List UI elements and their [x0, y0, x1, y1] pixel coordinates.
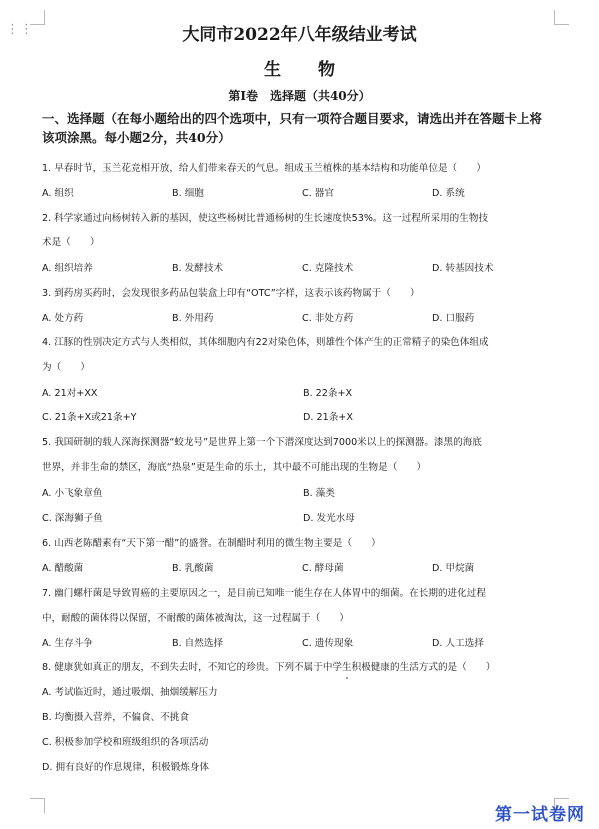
question-stem: 8. 健康犹如真正的朋友，不到失去时，不知它的珍贵。下列不属于中学生积极健康的生活方式的是（ ） [42, 662, 496, 673]
option-c[interactable]: C. 酵母菌 [302, 563, 344, 574]
part-title: 第Ⅰ卷 选择题（共40分） [228, 89, 371, 103]
question-4-options-row2 [42, 411, 564, 424]
option-b[interactable]: B. 均衡摄入营养，不偏食、不挑食 [42, 712, 189, 723]
drag-handle-icon[interactable]: ⋮⋮ [6, 22, 34, 37]
question-8-option-d [42, 761, 564, 774]
option-c[interactable]: C. 克隆技术 [302, 263, 354, 274]
option-c[interactable]: C. 非处方药 [302, 313, 354, 324]
option-a[interactable]: A. 组织 [42, 188, 74, 199]
question-stem: 为（ ） [42, 362, 90, 373]
question-8 [42, 661, 564, 674]
question-8-option-c [42, 736, 564, 749]
question-stem: 世界，并非生命的禁区，海底“热泉”更是生命的乐土，其中最不可能出现的生物是（ ） [42, 462, 427, 473]
question-stem: 术是（ ） [42, 237, 100, 248]
section-heading: 一、选择题（在每小题给出的四个选项中，只有一项符合题目要求，请选出并在答题卡上将 该项涂黑。每小题2分，共40分） [42, 111, 543, 145]
option-b[interactable]: B. 自然选择 [172, 638, 224, 649]
question-stem: 3. 到药房买药时，会发现很多药品包装盒上印有“OTC”字样，这表示该药物属于（ ） [42, 288, 420, 299]
option-a[interactable]: A. 处方药 [42, 313, 84, 324]
question-4-cont [42, 361, 564, 374]
option-b[interactable]: B. 发酵技术 [172, 263, 224, 274]
option-c[interactable]: C. 21条+X或21条+Y [42, 412, 137, 423]
question-8-option-a [42, 686, 564, 699]
question-6-options [42, 562, 564, 575]
option-c[interactable]: C. 遗传现象 [302, 638, 354, 649]
question-5-options-row2 [42, 512, 564, 525]
question-7-options [42, 637, 564, 650]
option-b[interactable]: B. 藻类 [303, 488, 335, 499]
option-b[interactable]: B. 细胞 [172, 188, 204, 199]
question-3-options [42, 312, 564, 325]
question-2-cont [42, 236, 564, 249]
exam-title: 大同市2022年八年级结业考试 [182, 25, 417, 45]
option-c[interactable]: C. 器官 [302, 188, 334, 199]
option-a[interactable]: A. 考试临近时，通过吸烟、抽烟缓解压力 [42, 687, 218, 698]
option-a[interactable]: A. 组织培养 [42, 263, 93, 274]
option-a[interactable]: A. 生存斗争 [42, 638, 93, 649]
question-5-cont [42, 461, 564, 474]
question-stem: 7. 幽门螺杆菌是导致胃癌的主要原因之一，是目前已知唯一能生存在人体胃中的细菌。在长期的进化过程 [42, 588, 486, 599]
option-a[interactable]: A. 21对+XX [42, 388, 98, 399]
option-d[interactable]: D. 人工选择 [432, 638, 484, 649]
question-3 [42, 287, 564, 300]
question-stem: 4. 江豚的性别决定方式与人类相似，其体细胞内有22对染色体，则雄性个体产生的正常精子的染色体组成 [42, 337, 489, 348]
question-2 [42, 212, 564, 225]
option-c[interactable]: C. 深海狮子鱼 [42, 513, 103, 524]
option-d[interactable]: D. 21条+X [303, 412, 353, 423]
option-d[interactable]: D. 口服药 [432, 313, 475, 324]
option-b[interactable]: B. 乳酸菌 [172, 563, 214, 574]
option-a[interactable]: A. 小飞象章鱼 [42, 488, 103, 499]
subject-title: 生 物 [264, 60, 345, 80]
question-7-cont [42, 612, 564, 625]
option-a[interactable]: A. 醋酸菌 [42, 563, 84, 574]
question-4 [42, 336, 564, 349]
option-b[interactable]: B. 22条+X [303, 388, 353, 399]
question-1-options [42, 187, 564, 200]
site-watermark: 第一试卷网 [495, 805, 585, 825]
question-stem: 1. 早春时节，玉兰花竞相开放，给人们带来春天的气息。组成玉兰植株的基本结构和功能单位是（ ） [42, 163, 486, 174]
option-c[interactable]: C. 积极参加学校和班级组织的各项活动 [42, 737, 209, 748]
stray-mark [346, 677, 348, 679]
question-stem: 2. 科学家通过向杨树转入新的基因，使这些杨树比普通杨树的生长速度快53%。这一过程所采用的生物技 [42, 213, 489, 224]
question-5-options-row1 [42, 487, 564, 500]
option-d[interactable]: D. 转基因技术 [432, 263, 494, 274]
option-d[interactable]: D. 发光水母 [303, 513, 355, 524]
question-stem: 5. 我国研制的载人深海探测器“蛟龙号”是世界上第一个下潜深度达到7000米以上的探测器。漆黑的海底 [42, 437, 482, 448]
option-d[interactable]: D. 甲烷菌 [432, 563, 475, 574]
question-7 [42, 587, 564, 600]
question-stem: 6. 山西老陈醋素有“天下第一醋”的盛誉。在制醋时利用的微生物主要是（ ） [42, 538, 381, 549]
question-5 [42, 436, 564, 449]
question-1 [42, 162, 564, 175]
option-d[interactable]: D. 系统 [432, 188, 465, 199]
option-d[interactable]: D. 拥有良好的作息规律，积极锻炼身体 [42, 762, 209, 773]
question-2-options [42, 262, 564, 275]
question-4-options-row1 [42, 387, 564, 400]
question-6 [42, 537, 564, 550]
option-b[interactable]: B. 外用药 [172, 313, 214, 324]
crop-mark-bottom-left [30, 798, 45, 813]
question-8-option-b [42, 711, 564, 724]
question-stem: 中，耐酸的菌体得以保留，不耐酸的菌体被淘汰，这一过程属于（ ） [42, 613, 349, 624]
